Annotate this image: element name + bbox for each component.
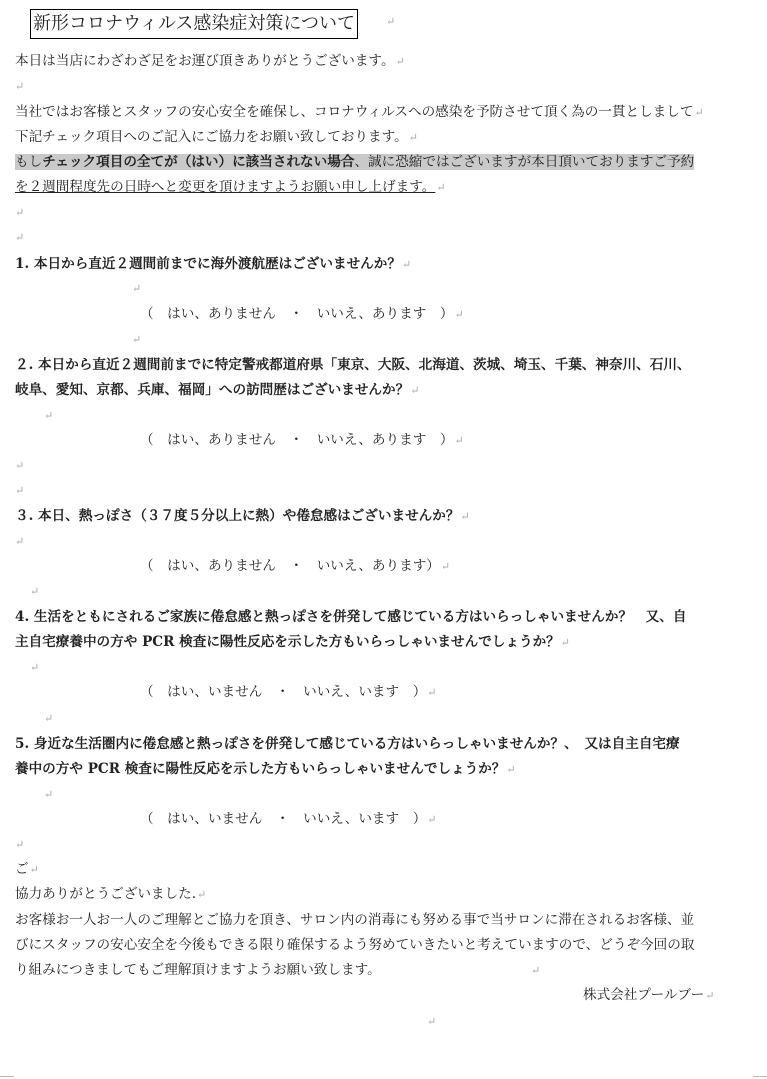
answer-4: （ はい、いません ・ いいえ、います ）↵: [140, 684, 437, 700]
notice-line-2: を２週間程度先の日時へと変更を頂けますようお願い申し上げます。↵: [15, 179, 446, 195]
paragraph-mark: ↵: [15, 535, 25, 548]
closing-line-0: ご↵: [15, 861, 39, 877]
question-1: 1. 本日から直近２週間前までに海外渡航歴はございませんか？↵: [15, 256, 412, 272]
paragraph-mark: ↵: [15, 80, 25, 93]
document-title: 新形コロナウィルス感染症対策について: [30, 9, 358, 39]
paragraph-mark: ↵: [132, 282, 142, 295]
paragraph-mark: ↵: [15, 231, 25, 244]
closing-line-3: びにスタッフの安心安全を今後もできる限り確保するよう努めていきたいと考えていますので、どうぞ今回の取: [15, 937, 695, 953]
paragraph-mark: ↵: [386, 15, 396, 28]
paragraph-mark: ↵: [15, 838, 25, 851]
question-2-continued: 岐阜、愛知、京都、兵庫、福岡」への訪問歴はございませんか？↵: [15, 382, 420, 398]
answer-2: （ はい、ありません ・ いいえ、あります ）↵: [140, 432, 464, 448]
answer-3: （ はい、ありません ・ いいえ、あります）↵: [140, 558, 451, 574]
paragraph-mark: ↵: [15, 206, 25, 219]
question-3: ３. 本日、熱っぽさ（３７度５分以上に熱）や倦怠感はございませんか？↵: [15, 508, 470, 524]
paragraph-mark: ↵: [531, 964, 541, 977]
paragraph-mark: ↵: [15, 484, 25, 497]
page-corner-right: [753, 1076, 767, 1077]
question-2: ２. 本日から直近２週間前までに特定警戒都道府県「東京、大阪、北海道、茨城、埼玉、千葉、神奈川、石川、: [15, 357, 691, 373]
paragraph-mark: ↵: [44, 409, 54, 422]
question-5: 5. 身近な生活圏内に倦怠感と熱っぽさを併発して感じている方はいらっしゃいませんか？、 又は自主自宅療: [15, 736, 680, 752]
paragraph-mark: ↵: [44, 712, 54, 725]
page-corner-left: [0, 1076, 14, 1077]
question-5-continued: 養中の方や PCR 検査に陽性反応を示した方もいらっしゃいませんでしょうか？↵: [15, 761, 516, 777]
paragraph-mark: ↵: [427, 1015, 437, 1028]
intro-greeting: 本日は当店にわざわざ足をお運び頂きありがとうございます。↵: [15, 53, 405, 69]
intro-line-2: 下記チェック項目へのご記入にご協力をお願い致しております。↵: [15, 129, 418, 145]
paragraph-mark: ↵: [44, 788, 54, 801]
paragraph-mark: ↵: [30, 585, 40, 598]
question-4-continued: 主自宅療養中の方や PCR 検査に陽性反応を示した方もいらっしゃいませんでしょうか？↵: [15, 634, 570, 650]
closing-line-2: お客様お一人お一人のご理解とご協力を頂き、サロン内の消毒にも努める事で当サロンに滞在されるお客様、並: [15, 912, 695, 928]
closing-line-1: 協力ありがとうございました.↵: [15, 886, 207, 902]
answer-1: （ はい、ありません ・ いいえ、あります ）↵: [140, 306, 464, 322]
intro-line-1: 当社ではお客様とスタッフの安心安全を確保し、コロナウィルスへの感染を予防させて頂く為の一貫としまして↵: [15, 104, 704, 120]
paragraph-mark: ↵: [15, 459, 25, 472]
company-name: 株式会社プールブー↵: [583, 987, 715, 1003]
closing-line-4: り組みにつきましてもご理解頂けますようお願い致します。: [15, 962, 381, 978]
notice-line-1: もしチェック項目の全てが（はい）に該当されない場合、誠に恐縮ではございますが本日頂いておりますご予約: [15, 154, 695, 170]
question-4: 4. 生活をともにされるご家族に倦怠感と熱っぽさを併発して感じている方はいらっしゃいませんか？ 又、自: [15, 609, 687, 625]
paragraph-mark: ↵: [30, 661, 40, 674]
paragraph-mark: ↵: [132, 333, 142, 346]
answer-5: （ はい、いません ・ いいえ、います ）↵: [140, 811, 437, 827]
